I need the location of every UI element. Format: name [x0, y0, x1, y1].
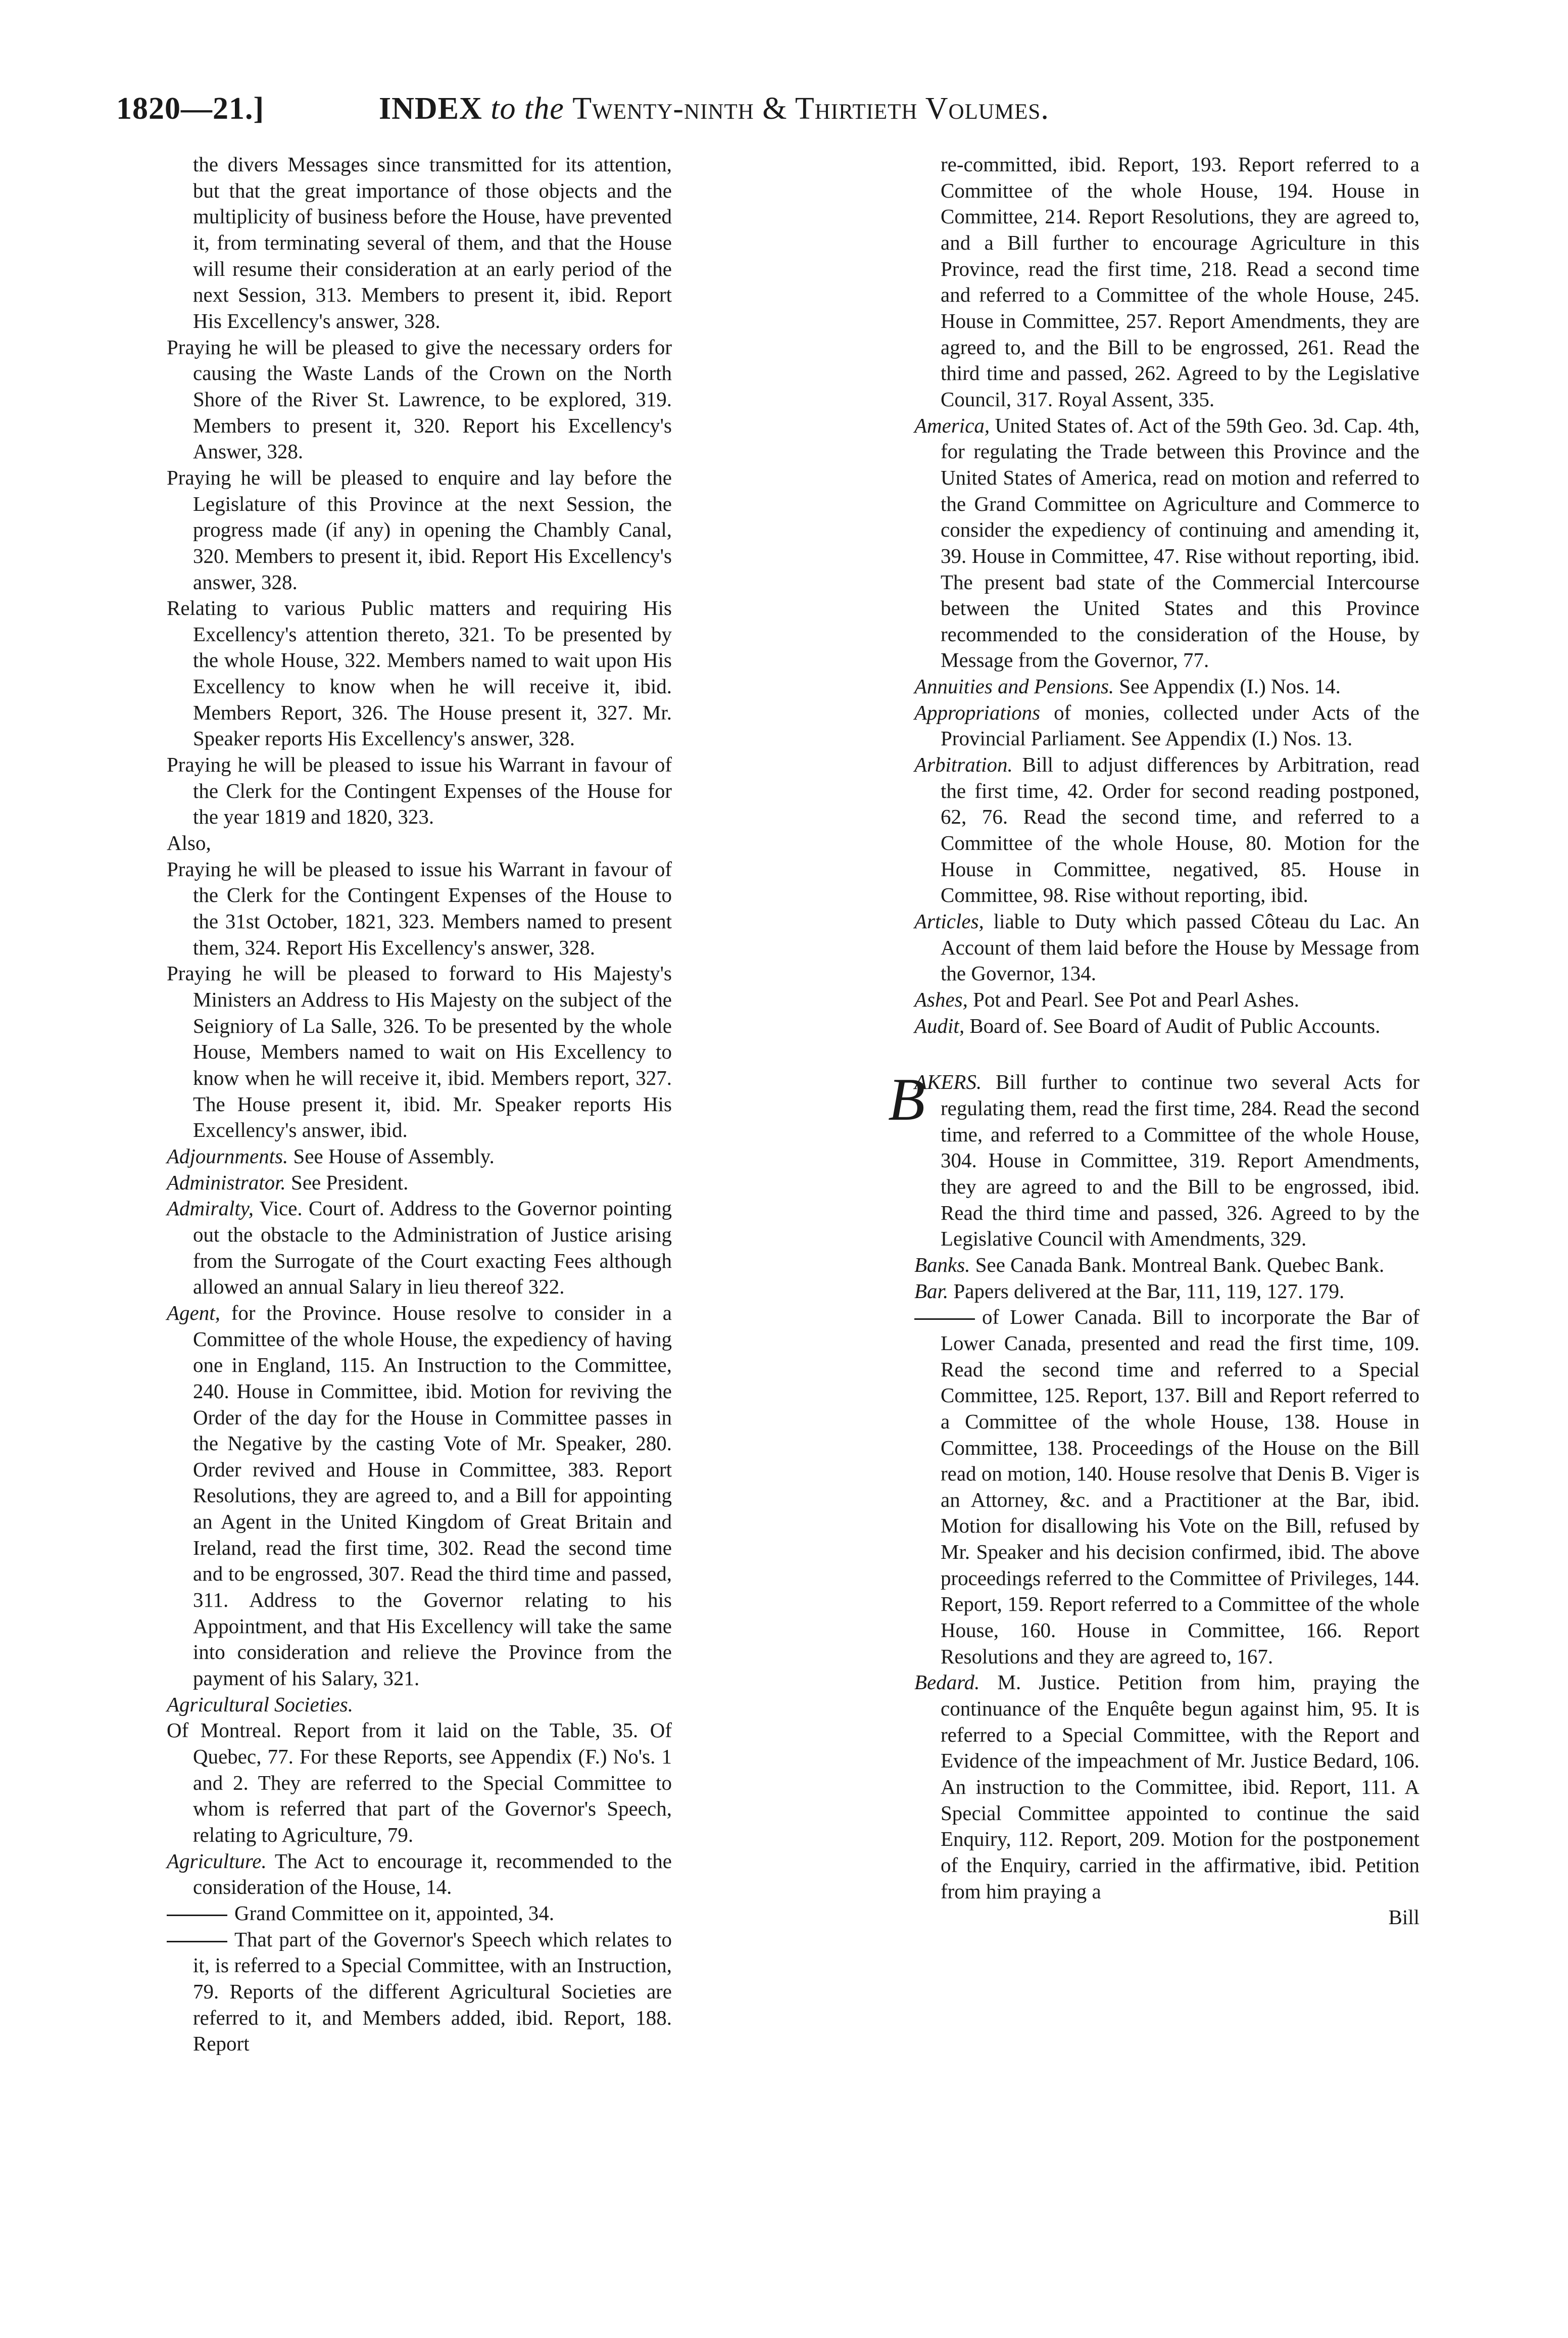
- entry-text: Papers delivered at the Bar, 111, 119, 127. 179.: [948, 1279, 1345, 1303]
- index-entry: [167, 1300, 672, 1692]
- entry-heading: Articles,: [914, 910, 984, 933]
- entry-text: liable to Duty which passed Côteau du Lac. An Account of them laid before the House by Message from the Governor, 134.: [941, 910, 1419, 985]
- entry-text: See Canada Bank. Montreal Bank. Quebec Bank.: [970, 1253, 1385, 1276]
- entry-text: M. Justice. Petition from him, praying the continuance of the Enquête begun against him, 95. It is referred to a Special Committee, with the Report and Evidence of the impeachment of Mr. Justice Bedard, 106. An instruction to the Committee, ibid. Report, 111. A Special Committee appointed to continue the said Enquiry, 112. Report, 209. Motion for the postponement of the Enquiry, carried in the affirmative, ibid. Petition from him praying a: [941, 1671, 1419, 1903]
- entry-text: That part of the Governor's Speech which relates to it, is referred to a Special Committee, with an Instruction, 79. Reports of the different Agricultural Societies are referred to it, and Members added, ibid. Report, 188. Report: [193, 1927, 672, 2056]
- index-entry: [167, 1196, 672, 1300]
- header-title-index: INDEX: [379, 91, 482, 126]
- entry-heading: Agricultural Societies.: [167, 1692, 353, 1716]
- section-initial: B: [888, 1066, 925, 1133]
- entry-heading: Bedard.: [914, 1671, 980, 1694]
- entry-text: the divers Messages since transmitted for its attention, but that the great importance of those objects and the multiplicity of business before the House, have prevented it, from terminating several of them, and that the House will resume their consideration at an early period of the next Session, 313. Members to present it, ibid. Report His Excellency's answer, 328.: [193, 153, 672, 332]
- entry-heading: Annuities and Pensions.: [914, 675, 1114, 698]
- index-entry: [167, 1143, 672, 1170]
- entry-heading: Adjournments.: [167, 1144, 288, 1168]
- entry-heading: Bar.: [914, 1279, 949, 1303]
- header-title: [379, 91, 1049, 127]
- right-column: [888, 152, 1419, 1931]
- index-entry: [167, 1848, 672, 1900]
- index-entry: [914, 909, 1419, 987]
- index-entry: [914, 1278, 1419, 1305]
- entry-heading: AKERS.: [914, 1070, 982, 1094]
- index-entry: [167, 1692, 672, 1718]
- entry-heading: Audit,: [914, 1014, 965, 1037]
- index-entry: [914, 1252, 1419, 1278]
- entry-text: United States of. Act of the 59th Geo. 3d. Cap. 4th, for regulating the Trade between this Province and the United States of America, read on motion and referred to the Grand Committee on Agriculture and Commerce to consider the expediency of continuing and amending it, 39. House in Committee, 47. Rise without reporting, ibid. The present bad state of the Commercial Intercourse between the United States and this Province recommended to the consideration of the House, by Message from the Governor, 77.: [941, 413, 1419, 672]
- index-entry: [167, 1900, 672, 1927]
- entry-text: Praying he will be pleased to issue his Warrant in favour of the Clerk for the Contingent Expenses of the House to the 31st October, 1821, 323. Members named to present them, 324. Report His Excellency's answer, 328.: [167, 857, 672, 959]
- entry-heading: America,: [914, 413, 990, 437]
- index-entry: [914, 752, 1419, 909]
- entry-heading: Agriculture.: [167, 1849, 267, 1873]
- entry-text: See Appendix (I.) Nos. 14.: [1114, 675, 1341, 698]
- index-entry: [914, 1013, 1419, 1039]
- index-entry: [167, 335, 672, 465]
- index-entry: [167, 1170, 672, 1196]
- index-entry: [167, 1717, 672, 1848]
- entry-text: of monies, collected under Acts of the Provincial Parliament. See Appendix (I.) Nos. 13.: [941, 700, 1419, 750]
- index-entry: [914, 987, 1419, 1013]
- entry-text: Bill further to continue two several Acts for regulating them, read the first time, 284. Read the second time, and referred to a Committee of the whole House, 304. House in Committee, 319. Report Amendments, they are agreed to and the Bill to be engrossed, ibid. Read the third time and passed, 326. Agreed to by the Legislative Council with Amendments, 329.: [941, 1070, 1419, 1251]
- index-entry: [167, 830, 672, 856]
- entry-text: Pot and Pearl. See Pot and Pearl Ashes.: [967, 988, 1299, 1011]
- entry-heading: Arbitration.: [914, 753, 1013, 777]
- entry-text: Board of. See Board of Audit of Public Accounts.: [964, 1014, 1381, 1037]
- entry-heading: Ashes,: [914, 988, 968, 1011]
- index-entry: [167, 961, 672, 1143]
- index-entry: [914, 674, 1419, 700]
- header-title-connector: to the: [491, 91, 564, 126]
- ditto-dash: [167, 1915, 227, 1916]
- index-entry: [167, 752, 672, 830]
- entry-text: Of Montreal. Report from it laid on the Table, 35. Of Quebec, 77. For these Reports, see Appendix (F.) No's. 1 and 2. They are referred to the Special Committee to whom is referred that part of the Governor's Speech, relating to Agriculture, 79.: [167, 1719, 672, 1846]
- header-years: 1820—21.]: [116, 91, 265, 126]
- index-entry: [167, 595, 672, 752]
- entry-text: Vice. Court of. Address to the Governor pointing out the obstacle to the Administration of Justice arising from the Surrogate of the Court exacting Fees although allowed an annual Salary in lieu thereof 322.: [193, 1197, 672, 1299]
- index-entry: [167, 1927, 672, 2057]
- entry-text: See President.: [285, 1170, 409, 1194]
- entry-heading: Administrator.: [167, 1170, 286, 1194]
- entry-text: Praying he will be pleased to forward to His Majesty's Ministers an Address to His Majesty on the subject of the Seigniory of La Salle, 326. To be presented by the whole House, Members named to wait on His Excellency to know when he will receive it, ibid. Members report, 327. The House present it, ibid. Mr. Speaker reports His Excellency's answer, ibid.: [167, 962, 672, 1142]
- entry-text: The Act to encourage it, recommended to the consideration of the House, 14.: [193, 1849, 672, 1899]
- index-entry: [888, 1066, 1419, 1252]
- entry-heading: Banks.: [914, 1253, 970, 1276]
- entry-text: Praying he will be pleased to enquire and lay before the Legislature of this Province at the next Session, the progress made (if any) in opening the Chambly Canal, 320. Members to present it, ibid. Report His Excellency's answer, 328.: [167, 465, 672, 594]
- header-title-volumes: Twenty-ninth & Thirtieth Volumes.: [572, 91, 1049, 126]
- index-entry: [167, 465, 672, 595]
- entry-text: See House of Assembly.: [288, 1144, 495, 1168]
- index-entry: [914, 413, 1419, 674]
- entry-text: Bill: [1388, 1905, 1419, 1929]
- index-entry: [167, 856, 672, 961]
- index-entry: [914, 1904, 1419, 1931]
- entry-text: re-committed, ibid. Report, 193. Report referred to a Committee of the whole House, 194. House in Committee, 214. Report Resolutions, they are agreed to, and a Bill further to encourage Agriculture in this Province, read the first time, 218. Read a second time and referred to a Committee of the whole House, 245. House in Committee, 257. Report Amendments, they are agreed to, and the Bill to be engrossed, 261. Read the third time and passed, 262. Agreed to by the Legislative Council, 317. Royal Assent, 335.: [941, 153, 1419, 411]
- entry-text: Relating to various Public matters and requiring His Excellency's attention thereto, 321. To be presented by the whole House, 322. Members named to wait upon His Excellency to know when he will receive it, ibid. Members Report, 326. The House present it, 327. Mr. Speaker reports His Excellency's answer, 328.: [167, 596, 672, 750]
- ditto-dash: [914, 1318, 975, 1320]
- entry-text: of Lower Canada. Bill to incorporate the Bar of Lower Canada, presented and read the first time, 109. Read the second time and referred to a Special Committee, 125. Report, 137. Bill and Report referred to a Committee of the whole House, 138. House in Committee, 138. Proceedings of the House on the Bill read on motion, 140. House resolve that Denis B. Viger is an Attorney, &c. and a Practitioner at the Bar, ibid. Motion for disallowing his Vote on the Bill, refused by Mr. Speaker and his decision confirmed, ibid. The above proceedings referred to the Committee of Privileges, 144. Report, 159. Report referred to a Committee of the whole House, 160. House in Committee, 166. Report Resolutions and they are agreed to, 167.: [941, 1305, 1419, 1668]
- entry-heading: Admiralty,: [167, 1197, 254, 1220]
- entry-text: Praying he will be pleased to issue his Warrant in favour of the Clerk for the Contingent Expenses of the House for the year 1819 and 1820, 323.: [167, 753, 672, 829]
- entry-text: Bill to adjust differences by Arbitration, read the first time, 42. Order for second reading postponed, 62, 76. Read the second time, and referred to a Committee of the whole House, 80. Motion for the House in Committee, negatived, 85. House in Committee, 98. Rise without reporting, ibid.: [941, 753, 1419, 907]
- entry-text: Praying he will be pleased to give the necessary orders for causing the Waste Lands of the Crown on the North Shore of the River St. Lawrence, to be explored, 319. Members to present it, 320. Report his Excellency's Answer, 328.: [167, 335, 672, 463]
- index-entry: [914, 152, 1419, 413]
- index-entry: [914, 700, 1419, 752]
- entry-text: for the Province. House resolve to consider in a Committee of the whole House, the expediency of having one in England, 115. An Instruction to the Committee, 240. House in Committee, ibid. Motion for reviving the Order of the day for the House in Committee passes in the Negative by the casting Vote of Mr. Speaker, 280. Order revived and House in Committee, 383. Report Resolutions, they are agreed to, and a Bill for appointing an Agent in the United Kingdom of Great Britain and Ireland, read the first time, 302. Read the second time and to be engrossed, 307. Read the third time and passed, 311. Address to the Governor relating to his Appointment, and that His Excellency will take the same into consideration and relieve the Province from the payment of his Salary, 321.: [193, 1301, 672, 1690]
- left-column: [167, 152, 672, 2057]
- running-header: [116, 76, 1450, 136]
- entry-text: Also,: [167, 831, 211, 855]
- entry-heading: Agent,: [167, 1301, 220, 1324]
- index-entry: [167, 152, 672, 335]
- index-entry: [914, 1304, 1419, 1669]
- ditto-dash: [167, 1941, 227, 1942]
- entry-heading: Appropriations: [914, 700, 1041, 724]
- entry-text: Grand Committee on it, appointed, 34.: [234, 1901, 555, 1925]
- index-entry: [914, 1669, 1419, 1904]
